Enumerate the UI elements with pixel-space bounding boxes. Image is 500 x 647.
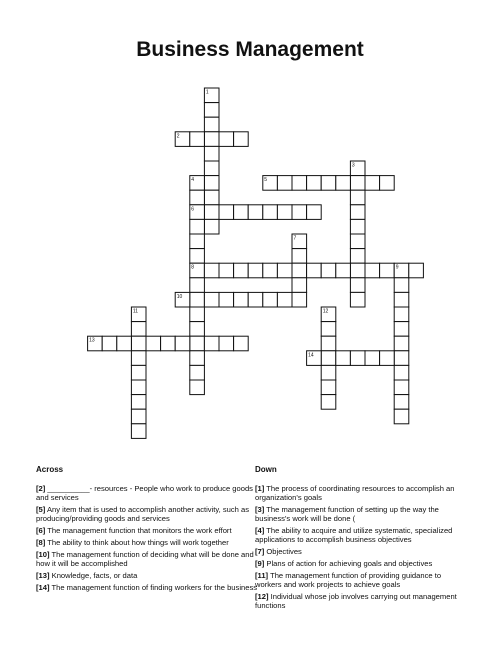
clue-number: [3] bbox=[255, 505, 265, 514]
clue-text: The process of coordinating resources to accomplish an organization's goals bbox=[255, 484, 455, 502]
grid-cell[interactable] bbox=[394, 307, 409, 322]
clue-text: Individual whose job involves carrying out management functions bbox=[255, 592, 457, 610]
cell-number: 11 bbox=[132, 308, 139, 315]
grid-cell[interactable] bbox=[277, 263, 292, 278]
clue-number: [8] bbox=[36, 538, 46, 547]
grid-cell[interactable] bbox=[350, 234, 365, 249]
grid-cell[interactable] bbox=[394, 278, 409, 293]
down-heading: Down bbox=[255, 465, 277, 474]
grid-cell[interactable] bbox=[190, 234, 205, 249]
grid-cell[interactable] bbox=[234, 292, 249, 307]
grid-cell[interactable] bbox=[204, 176, 219, 191]
grid-cell[interactable] bbox=[394, 322, 409, 337]
grid-cell[interactable] bbox=[131, 322, 146, 337]
grid-cell[interactable] bbox=[204, 336, 219, 351]
grid-cell[interactable] bbox=[204, 161, 219, 176]
cell-number: 6 bbox=[191, 206, 195, 213]
grid-cell[interactable] bbox=[336, 176, 351, 191]
grid-cell[interactable] bbox=[394, 409, 409, 424]
grid-cell[interactable] bbox=[204, 117, 219, 132]
grid-cell[interactable] bbox=[292, 205, 307, 220]
grid-cell[interactable] bbox=[190, 292, 205, 307]
puzzle-title: Business Management bbox=[136, 38, 364, 61]
grid-cell[interactable] bbox=[190, 322, 205, 337]
grid-cell[interactable] bbox=[380, 263, 395, 278]
grid-cell[interactable] bbox=[234, 205, 249, 220]
across-clue bbox=[36, 526, 258, 535]
down-clue bbox=[255, 592, 467, 610]
cell-number: 9 bbox=[395, 264, 399, 271]
cell-number: 13 bbox=[89, 337, 95, 344]
grid-cell[interactable] bbox=[248, 205, 263, 220]
grid-cell[interactable] bbox=[350, 205, 365, 220]
grid-cell[interactable] bbox=[307, 205, 322, 220]
across-clue bbox=[36, 484, 258, 502]
down-clue bbox=[255, 526, 467, 544]
grid-cell[interactable] bbox=[190, 249, 205, 264]
across-clue bbox=[36, 505, 258, 523]
grid-cell[interactable] bbox=[321, 351, 336, 366]
cell-number: 2 bbox=[176, 133, 180, 140]
clue-number: [4] bbox=[255, 526, 265, 535]
grid-cell[interactable] bbox=[321, 380, 336, 395]
grid-cell[interactable] bbox=[365, 263, 380, 278]
grid-cell[interactable] bbox=[131, 380, 146, 395]
down-clue bbox=[255, 505, 467, 523]
grid-cell[interactable] bbox=[190, 351, 205, 366]
cell-number: 5 bbox=[264, 177, 268, 184]
grid-cell[interactable] bbox=[336, 351, 351, 366]
clue-number: [6] bbox=[36, 526, 46, 535]
grid-cell[interactable] bbox=[175, 336, 190, 351]
grid-cell[interactable] bbox=[131, 409, 146, 424]
clue-text: Any item that is used to accomplish another activity, such as producing/providing goods and services bbox=[36, 505, 250, 523]
grid-cell[interactable] bbox=[321, 263, 336, 278]
clue-number: [7] bbox=[255, 547, 265, 556]
grid-cell[interactable] bbox=[190, 278, 205, 293]
clue-text: Knowledge, facts, or data bbox=[49, 571, 138, 580]
grid-cell[interactable] bbox=[292, 263, 307, 278]
grid-cell[interactable] bbox=[204, 292, 219, 307]
clue-number: [9] bbox=[255, 559, 265, 568]
clue-number: [2] bbox=[36, 484, 46, 493]
grid-cell[interactable] bbox=[321, 395, 336, 410]
clue-text: The management function of deciding what will be done and how it will be accomplished bbox=[36, 550, 254, 568]
grid-cell[interactable] bbox=[248, 292, 263, 307]
grid-cell[interactable] bbox=[219, 263, 234, 278]
cell-number: 14 bbox=[308, 352, 314, 359]
grid-cell[interactable] bbox=[350, 249, 365, 264]
grid-cell[interactable] bbox=[380, 351, 395, 366]
grid-cell[interactable] bbox=[263, 205, 278, 220]
down-clue bbox=[255, 559, 467, 568]
grid-cell[interactable] bbox=[190, 336, 205, 351]
grid-cell[interactable] bbox=[336, 263, 351, 278]
grid-cell[interactable] bbox=[380, 176, 395, 191]
clue-number: [13] bbox=[36, 571, 50, 580]
cell-number: 7 bbox=[293, 235, 297, 242]
grid-cell[interactable] bbox=[350, 278, 365, 293]
across-clue bbox=[36, 583, 258, 592]
clue-number: [11] bbox=[255, 571, 269, 580]
grid-cell[interactable] bbox=[394, 380, 409, 395]
clue-number: [10] bbox=[36, 550, 50, 559]
grid-cell[interactable] bbox=[204, 146, 219, 161]
grid-cell[interactable] bbox=[307, 176, 322, 191]
grid-cell[interactable] bbox=[131, 424, 146, 439]
clue-text: The management function of providing guidance to workers and work projects to achieve goals bbox=[255, 571, 442, 589]
clue-text: The management function of setting up the way the business's work will be done ( bbox=[255, 505, 439, 523]
clue-text: The management function that monitors the work effort bbox=[45, 526, 232, 535]
down-clue bbox=[255, 484, 467, 502]
grid-cell[interactable] bbox=[204, 132, 219, 147]
grid-cell[interactable] bbox=[321, 365, 336, 380]
grid-cell[interactable] bbox=[190, 219, 205, 234]
down-clues bbox=[255, 465, 467, 613]
grid-cell[interactable] bbox=[219, 205, 234, 220]
grid-cell[interactable] bbox=[394, 365, 409, 380]
grid-cell[interactable] bbox=[277, 205, 292, 220]
grid-cell[interactable] bbox=[277, 292, 292, 307]
grid-cell[interactable] bbox=[190, 380, 205, 395]
across-clues bbox=[36, 465, 258, 595]
cell-number: 12 bbox=[322, 308, 329, 315]
grid-cell[interactable] bbox=[350, 219, 365, 234]
grid-cell[interactable] bbox=[350, 263, 365, 278]
clue-text: The ability to acquire and utilize systematic, specialized applications to accomplish business objectives bbox=[255, 526, 453, 544]
grid-cell[interactable] bbox=[350, 292, 365, 307]
clue-number: [12] bbox=[255, 592, 269, 601]
grid-cell[interactable] bbox=[394, 292, 409, 307]
grid-cell[interactable] bbox=[204, 219, 219, 234]
grid-cell[interactable] bbox=[204, 263, 219, 278]
grid-cell[interactable] bbox=[394, 351, 409, 366]
grid-cell[interactable] bbox=[131, 336, 146, 351]
grid-cell[interactable] bbox=[365, 351, 380, 366]
grid-cell[interactable] bbox=[234, 263, 249, 278]
grid-cell[interactable] bbox=[321, 176, 336, 191]
across-clue bbox=[36, 550, 258, 568]
cell-number: 4 bbox=[191, 177, 195, 184]
grid-cell[interactable] bbox=[277, 176, 292, 191]
grid-cell[interactable] bbox=[321, 322, 336, 337]
clue-text: Plans of action for achieving goals and objectives bbox=[264, 559, 433, 568]
cell-number: 1 bbox=[205, 89, 209, 96]
down-clue bbox=[255, 547, 467, 556]
grid-cell[interactable] bbox=[321, 336, 336, 351]
grid-cell[interactable] bbox=[248, 263, 263, 278]
grid-cell[interactable] bbox=[292, 176, 307, 191]
grid-cell[interactable] bbox=[190, 307, 205, 322]
grid-cell[interactable] bbox=[131, 365, 146, 380]
grid-cell[interactable] bbox=[365, 176, 380, 191]
clue-text: __________- resources - People who work to produce goods and services bbox=[36, 484, 253, 502]
grid-cell[interactable] bbox=[350, 190, 365, 205]
grid-cell[interactable] bbox=[263, 263, 278, 278]
grid-cell[interactable] bbox=[263, 292, 278, 307]
grid-cell[interactable] bbox=[131, 351, 146, 366]
clue-text: The management function of finding workers for the business bbox=[49, 583, 258, 592]
clue-number: [5] bbox=[36, 505, 46, 514]
grid-cell[interactable] bbox=[219, 132, 234, 147]
grid-cell[interactable] bbox=[350, 351, 365, 366]
grid-cell[interactable] bbox=[219, 292, 234, 307]
grid-cell[interactable] bbox=[292, 278, 307, 293]
grid-cell[interactable] bbox=[161, 336, 176, 351]
grid-cell[interactable] bbox=[234, 336, 249, 351]
grid-cell[interactable] bbox=[394, 336, 409, 351]
grid-cell[interactable] bbox=[146, 336, 161, 351]
cell-number: 3 bbox=[351, 162, 355, 169]
grid-cell[interactable] bbox=[190, 132, 205, 147]
grid-cell[interactable] bbox=[292, 292, 307, 307]
grid-cell[interactable] bbox=[204, 103, 219, 118]
grid-cell[interactable] bbox=[350, 176, 365, 191]
grid-cell[interactable] bbox=[204, 205, 219, 220]
grid-cell[interactable] bbox=[234, 132, 249, 147]
clue-text: Objectives bbox=[264, 547, 302, 556]
grid-cell[interactable] bbox=[219, 336, 234, 351]
grid-cell[interactable] bbox=[190, 365, 205, 380]
grid-cell[interactable] bbox=[190, 190, 205, 205]
down-clue bbox=[255, 571, 467, 589]
grid-cell[interactable] bbox=[409, 263, 424, 278]
clue-number: [14] bbox=[36, 583, 50, 592]
clue-text: The ability to think about how things will work together bbox=[45, 538, 229, 547]
grid-cell[interactable] bbox=[204, 190, 219, 205]
clue-number: [1] bbox=[255, 484, 265, 493]
grid-cell[interactable] bbox=[131, 395, 146, 410]
grid-cell[interactable] bbox=[307, 263, 322, 278]
grid-cell[interactable] bbox=[117, 336, 132, 351]
grid-cell[interactable] bbox=[102, 336, 117, 351]
across-clue bbox=[36, 538, 258, 547]
across-heading: Across bbox=[36, 465, 64, 474]
grid-cell[interactable] bbox=[394, 395, 409, 410]
grid-cell[interactable] bbox=[292, 249, 307, 264]
cell-number: 8 bbox=[191, 264, 195, 271]
cell-number: 10 bbox=[176, 293, 183, 300]
across-clue bbox=[36, 571, 258, 580]
